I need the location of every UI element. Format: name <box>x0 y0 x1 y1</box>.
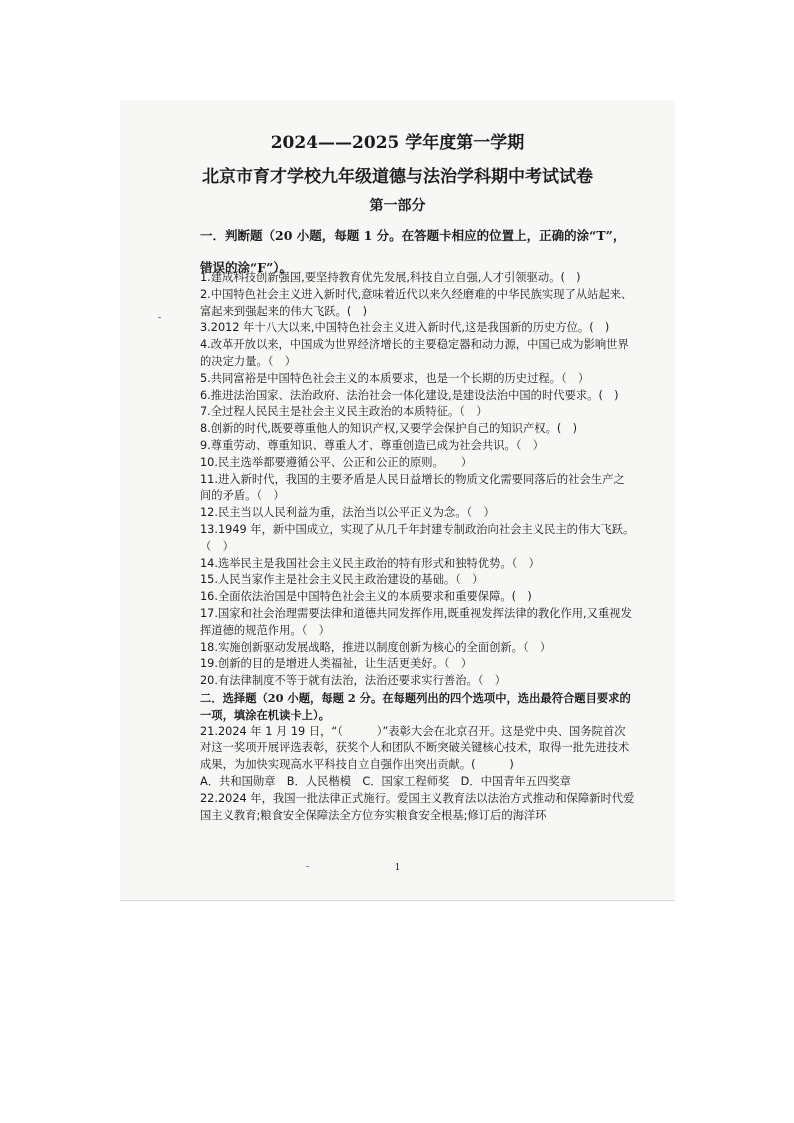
question-item: 7.全过程人民民主是社会主义民主政治的本质特征。（ ） <box>200 405 488 419</box>
question-item: 17.国家和社会治理需要法律和道德共同发挥作用,既重视发挥法律的教化作用,又重视发挥道德的规范作用。（ ） <box>200 606 632 637</box>
page-number: 1 <box>394 863 401 873</box>
question-item: 13.1949 年，新中国成立，实现了从几千年封建专制政治向社会主义民主的伟大飞跃。（ ） <box>200 522 635 553</box>
page-divider <box>120 900 675 901</box>
question-item: 3.2012 年十八大以来,中国特色社会主义进入新时代,这是我国新的历史方位。( ) <box>200 321 610 335</box>
question-item: 19.创新的目的是增进人类福祉，让生活更美好。（ ） <box>200 657 473 671</box>
question-22-stem: 22.2024 年，我国一批法律正式施行。爱国主义教育法以法治方式推动和保障新时代爱国主义教育;粮食安全保障法全方位夯实粮食安全根基;修订后的海洋环 <box>200 791 635 822</box>
question-list <box>200 270 635 824</box>
question-item: 15.人民当家作主是社会主义民主政治建设的基础。（ ） <box>200 573 484 587</box>
question-item: 18.实施创新驱动发展战略，推进以制度创新为核心的全面创新。（ ） <box>200 640 552 654</box>
scanned-page <box>120 100 675 900</box>
question-item: 2.中国特色社会主义进入新时代,意味着近代以来久经磨难的中华民族实现了从站起来、富起来到强起来的伟大飞跃。( ) <box>200 287 633 318</box>
part-heading: 第一部分 <box>369 198 426 214</box>
question-item: 12.民主当以人民利益为重，法治当以公平正义为念。（ ） <box>200 506 495 520</box>
question-item: 16.全面依法治国是中国特色社会主义的本质要求和重要保障。( ) <box>200 590 532 604</box>
question-item: 4.改革开放以来，中国成为世界经济增长的主要稳定器和动力源，中国已成为影响世界的决定力量。（ ） <box>200 338 629 368</box>
section2-instruction: 二．选择题（20 小题，每题 2 分。在每题列出的四个选项中，选出最符合题目要求的一项，填涂在机读卡上）。 <box>200 690 631 722</box>
question-item: 10.民主选举都要遵循公平、公正和公正的原则。 ） <box>200 455 473 469</box>
question-item: 9.尊重劳动、尊重知识、尊重人才、尊重创造已成为社会共识。（ ） <box>200 438 545 452</box>
question-item: 5.共同富裕是中国特色社会主义的本质要求，也是一个长期的历史过程。（ ） <box>200 371 590 385</box>
question-item: 1.建成科技创新强国,要坚持教育优先发展,科技自立自强,人才引领驱动。( ) <box>200 271 581 284</box>
exam-term-title: 2024——2025 学年度第一学期 <box>270 133 525 153</box>
section1-instruction: 一．判断题（20 小题，每题 1 分。在答题卡相应的位置上，正确的涂“T”，错误的涂“F”）。 <box>200 228 626 275</box>
question-item: 14.选举民主是我国社会主义民主政治的特有形式和独特优势。（ ） <box>200 556 540 570</box>
question-item: 20.有法律制度不等于就有法治，法治还要求实行善治。（ ） <box>200 674 507 688</box>
exam-title: 北京市育才学校九年级道德与法治学科期中考试试卷 <box>202 167 593 187</box>
question-21-options: A．共和国勋章 B．人民楷模 C．国家工程师奖 D．中国青年五四奖章 <box>200 774 571 788</box>
question-item: 8.创新的时代,既要尊重他人的知识产权,又要学会保护自己的知识产权。( ) <box>200 422 577 436</box>
question-item: 6.推进法治国家、法治政府、法治社会一体化建设,是建设法治中国的时代要求。( ) <box>200 388 619 402</box>
scan-speck <box>306 866 309 867</box>
question-21-stem: 21.2024 年 1 月 19 日，“（ ）”表彰大会在北京召开。这是党中央、国务院首次对这一奖项开展评选表彰，获奖个人和团队不断突破关键核心技术，取得一批先进技术成果，为加快实现高水平科技自立自强作出突出贡献。( ) <box>200 724 630 772</box>
question-item: 11.进入新时代，我国的主要矛盾是人民日益增长的物质文化需要同落后的社会生产之间的矛盾。（ ） <box>200 472 625 503</box>
scan-speck <box>158 317 161 318</box>
